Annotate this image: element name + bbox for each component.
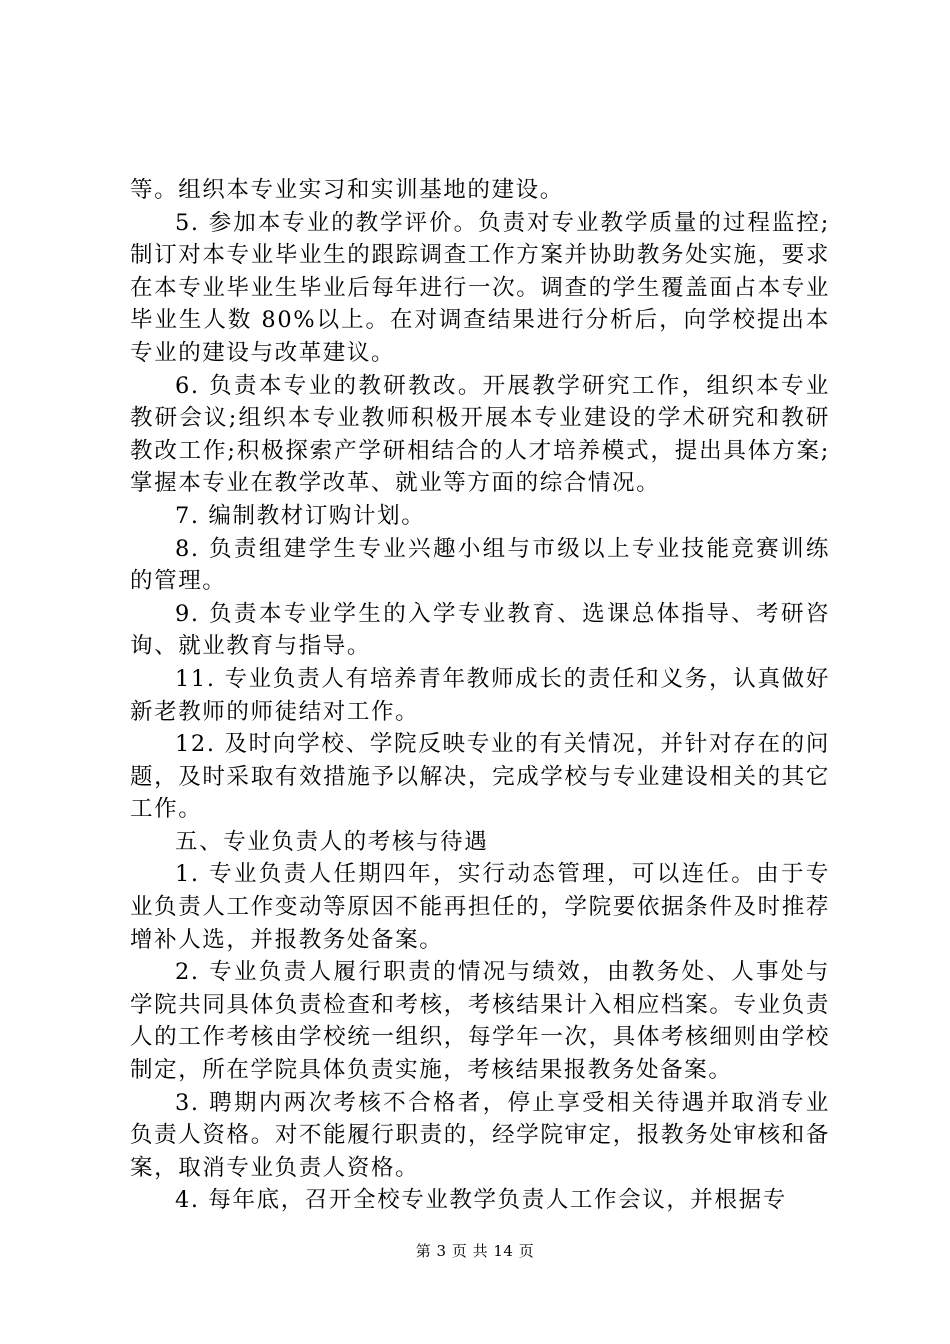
document-body bbox=[130, 174, 830, 1217]
paragraph-assessment-3: 3. 聘期内两次考核不合格者，停止享受相关待遇并取消专业负责人资格。对不能履行职责的，经学院审定，报教务处审核和备案，取消专业负责人资格。 bbox=[130, 1089, 830, 1181]
page-number: 第 3 页 共 14 页 bbox=[415, 1242, 535, 1260]
paragraph-item-7: 7. 编制教材订购计划。 bbox=[175, 502, 426, 529]
page-footer bbox=[0, 1241, 950, 1261]
paragraph-item-5: 5. 参加本专业的教学评价。负责对专业教学质量的过程监控;制订对本专业毕业生的跟踪调查工作方案并协助教务处实施，要求在本专业毕业生毕业后每年进行一次。调查的学生覆盖面占本专业毕业生人数 80%以上。在对调查结果进行分析后，向学校提出本专业的建设与改革建议。 bbox=[130, 209, 830, 366]
paragraph-assessment-4: 4. 每年底，召开全校专业教学负责人工作会议，并根据专 bbox=[175, 1187, 787, 1214]
paragraph-assessment-2: 2. 专业负责人履行职责的情况与绩效，由教务处、人事处与学院共同具体负责检查和考核，考核结果计入相应档案。专业负责人的工作考核由学校统一组织，每学年一次，具体考核细则由学校制定，所在学院具体负责实施，考核结果报教务处备案。 bbox=[130, 959, 830, 1084]
paragraph-item-8: 8. 负责组建学生专业兴趣小组与市级以上专业技能竞赛训练的管理。 bbox=[130, 535, 830, 595]
paragraph-item-12: 12. 及时向学校、学院反映专业的有关情况，并针对存在的问题，及时采取有效措施予以解决，完成学校与专业建设相关的其它工作。 bbox=[130, 731, 830, 823]
paragraph-continuation: 等。组织本专业实习和实训基地的建设。 bbox=[130, 177, 564, 203]
paragraph-item-6: 6. 负责本专业的教研教改。开展教学研究工作，组织本专业教研会议;组织本专业教师积极开展本专业建设的学术研究和教研教改工作;积极探索产学研相结合的人才培养模式，提出具体方案;掌握本专业在教学改革、就业等方面的综合情况。 bbox=[130, 372, 830, 497]
section-heading: 五、专业负责人的考核与待遇 bbox=[175, 828, 489, 855]
paragraph-item-9: 9. 负责本专业学生的入学专业教育、选课总体指导、考研咨询、就业教育与指导。 bbox=[130, 600, 830, 660]
paragraph-assessment-1: 1. 专业负责人任期四年，实行动态管理，可以连任。由于专业负责人工作变动等原因不能再担任的，学院要依据条件及时推荐增补人选，并报教务处备案。 bbox=[130, 861, 830, 953]
paragraph-item-11: 11. 专业负责人有培养青年教师成长的责任和义务，认真做好新老教师的师徒结对工作。 bbox=[130, 665, 830, 725]
